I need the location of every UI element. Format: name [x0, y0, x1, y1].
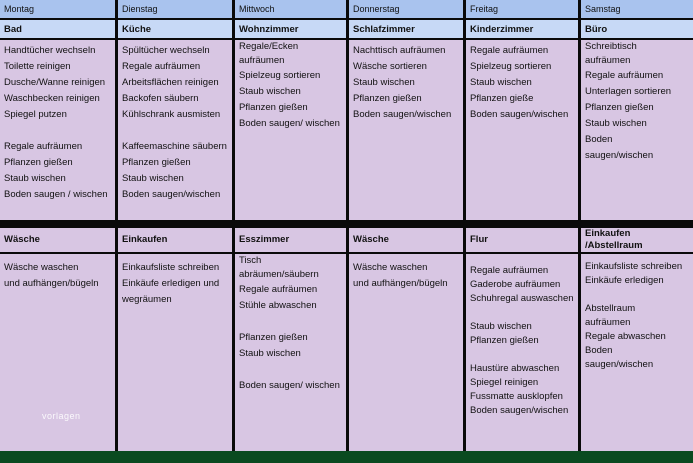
task-item: Wäsche sortieren: [353, 61, 427, 72]
task-list-einkaufen-abstellraum: [581, 254, 693, 451]
task-item: Pflanzen gießen: [122, 157, 191, 168]
task-spacer: [239, 362, 342, 378]
task-item: Einkaufsliste schreiben: [585, 261, 683, 272]
room-header-wohnzimmer: Wohnzimmer: [235, 20, 349, 40]
task-spacer: [585, 288, 689, 302]
task-list-esszimmer: [235, 254, 349, 451]
task-list-bad: [0, 40, 118, 222]
task-item: Pflanzen gieße: [470, 93, 534, 104]
task-item: Kühlschrank ausmisten: [122, 109, 221, 120]
room-header-kinderzimmer: Kinderzimmer: [466, 20, 581, 40]
task-item: Boden saugen/wischen: [470, 109, 569, 120]
task-item: Staub wischen: [4, 173, 66, 184]
task-item: Dusche/Wanne reinigen: [4, 77, 106, 88]
task-item: Pflanzen gießen: [470, 335, 539, 346]
task-item: saugen/wischen: [585, 150, 654, 161]
task-spacer: [4, 123, 111, 139]
task-item: Pflanzen gießen: [585, 102, 654, 113]
task-item: Einkäufe erledigen: [585, 275, 664, 286]
task-item: Einkaufsliste schreiben: [122, 262, 220, 273]
task-item: Wäsche waschen: [4, 262, 79, 273]
task-item: aufräumen: [239, 55, 285, 66]
task-item: Boden saugen/wischen: [122, 189, 221, 200]
task-item: Schuhregal auswaschen: [470, 293, 574, 304]
task-item: Pflanzen gießen: [353, 93, 422, 104]
task-item: Pflanzen gießen: [239, 332, 308, 343]
day-header-samstag: Samstag: [581, 0, 693, 20]
task-item: Boden saugen / wischen: [4, 189, 108, 200]
room-header-einkaufen: Einkaufen: [118, 228, 235, 254]
room-header-buero: Büro: [581, 20, 693, 40]
task-item: aufräumen: [585, 55, 631, 66]
task-item: Regale aufräumen: [585, 70, 664, 81]
task-item: Stühle abwaschen: [239, 300, 317, 311]
room-header-esszimmer: Esszimmer: [235, 228, 349, 254]
room-header-waesche: Wäsche: [0, 228, 118, 254]
task-item: Boden: [585, 134, 613, 145]
task-item: Spielzeug sortieren: [470, 61, 552, 72]
task-item: saugen/wischen: [585, 359, 654, 370]
task-spacer: [122, 123, 228, 139]
task-item: Pflanzen gießen: [239, 102, 308, 113]
task-item: Tisch: [239, 255, 262, 266]
task-list-schlafzimmer: [349, 40, 466, 222]
task-item: Spültücher wechseln: [122, 45, 210, 56]
task-item: Regale aufräumen: [470, 265, 549, 276]
task-item: Boden: [585, 345, 613, 356]
task-list-kinderzimmer: [466, 40, 581, 222]
task-item: Staub wischen: [470, 321, 532, 332]
task-item: Boden saugen/ wischen: [239, 118, 340, 129]
task-item: Waschbecken reinigen: [4, 93, 100, 104]
task-item: Wäsche waschen: [353, 262, 428, 273]
task-item: Backofen säubern: [122, 93, 199, 104]
task-item: Arbeitsflächen reinigen: [122, 77, 219, 88]
task-item: und aufhängen/bügeln: [4, 278, 99, 289]
task-list-waesche-2: [349, 254, 466, 451]
task-spacer: [470, 306, 574, 320]
task-item: Regale aufräumen: [122, 61, 201, 72]
task-item: Regale aufräumen: [4, 141, 83, 152]
task-item: Nachttisch aufräumen: [353, 45, 446, 56]
task-item: Spielzeug sortieren: [239, 70, 321, 81]
room-header-schlafzimmer: Schlafzimmer: [349, 20, 466, 40]
task-item: Staub wischen: [585, 118, 647, 129]
room-header-bad: Bad: [0, 20, 118, 40]
task-item: Staub wischen: [470, 77, 532, 88]
task-item: Regale aufräumen: [239, 284, 318, 295]
task-item: Kaffeemaschine säubern: [122, 141, 227, 152]
task-item: Schreibtisch: [585, 41, 637, 52]
task-item: Regale aufräumen: [470, 45, 549, 56]
room-header-waesche-2: Wäsche: [349, 228, 466, 254]
room-header-einkaufen-abstellraum: Einkaufen /Abstellraum: [581, 228, 693, 254]
task-item: Spiegel reinigen: [470, 377, 539, 388]
task-item: abräumen/säubern: [239, 269, 319, 280]
day-header-mittwoch: Mittwoch: [235, 0, 349, 20]
task-list-flur: [466, 254, 581, 451]
task-item: aufräumen: [585, 317, 631, 328]
watermark-text: vorlagen: [42, 411, 81, 421]
task-item: Staub wischen: [239, 348, 301, 359]
task-item: Boden saugen/wischen: [470, 405, 569, 416]
task-item: Handtücher wechseln: [4, 45, 96, 56]
day-header-freitag: Freitag: [466, 0, 581, 20]
task-item: Boden saugen/ wischen: [239, 380, 340, 391]
task-item: Staub wischen: [122, 173, 184, 184]
day-header-donnerstag: Donnerstag: [349, 0, 466, 20]
task-item: und aufhängen/bügeln: [353, 278, 448, 289]
task-list-kueche: [118, 40, 235, 222]
task-item: Toilette reinigen: [4, 61, 71, 72]
task-item: Regale/Ecken: [239, 41, 299, 52]
task-item: Boden saugen/wischen: [353, 109, 452, 120]
task-spacer: [239, 314, 342, 330]
task-item: Pflanzen gießen: [4, 157, 73, 168]
task-list-wohnzimmer: [235, 40, 349, 222]
task-item: Regale abwaschen: [585, 331, 666, 342]
room-header-kueche: Küche: [118, 20, 235, 40]
task-spacer: [470, 348, 574, 362]
task-item: wegräumen: [122, 294, 172, 305]
room-header-flur: Flur: [466, 228, 581, 254]
task-list-waesche: [0, 254, 118, 451]
day-header-dienstag: Dienstag: [118, 0, 235, 20]
task-item: Haustüre abwaschen: [470, 363, 560, 374]
task-item: Staub wischen: [239, 86, 301, 97]
day-header-montag: Montag: [0, 0, 118, 20]
task-item: Unterlagen sortieren: [585, 86, 672, 97]
task-list-einkaufen: [118, 254, 235, 451]
task-item: Spiegel putzen: [4, 109, 67, 120]
task-item: Abstellraum: [585, 303, 636, 314]
task-item: Fussmatte ausklopfen: [470, 391, 563, 402]
task-list-buero: [581, 40, 693, 222]
task-item: Gaderobe aufräumen: [470, 279, 561, 290]
task-item: Einkäufe erledigen und: [122, 278, 220, 289]
task-item: Staub wischen: [353, 77, 415, 88]
